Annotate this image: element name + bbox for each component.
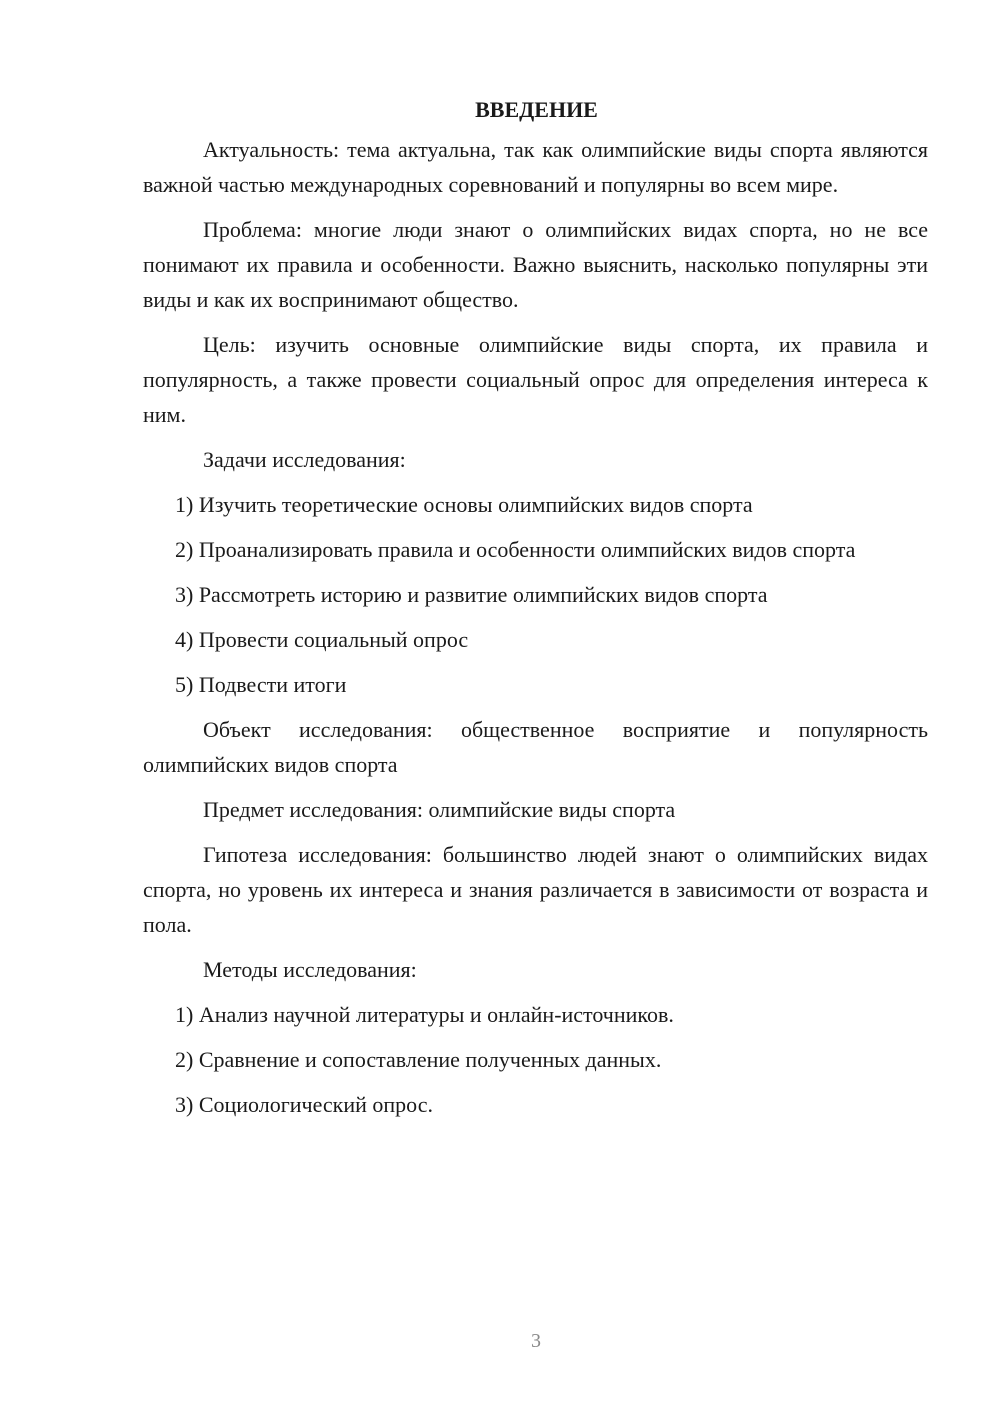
task-item: 2) Проанализировать правила и особенности олимпийских видов спорта xyxy=(175,537,856,562)
task-item: 1) Изучить теоретические основы олимпийских видов спорта xyxy=(175,492,753,517)
section-heading: ВВЕДЕНИЕ xyxy=(475,97,598,122)
methods-title: Методы исследования: xyxy=(203,957,417,982)
problem-paragraph: Проблема: многие люди знают о олимпийских видах спорта, но не все понимают их правила и особенности. Важно выяснить, насколько популярны эти виды и как их воспринимают общество. xyxy=(143,217,928,312)
task-item: 4) Провести социальный опрос xyxy=(175,627,469,652)
document-page xyxy=(143,92,928,1132)
method-item: 1) Анализ научной литературы и онлайн-источников. xyxy=(175,1002,674,1027)
page-number: 3 xyxy=(531,1330,541,1352)
goal-paragraph: Цель: изучить основные олимпийские виды спорта, их правила и популярность, а также провести социальный опрос для определения интереса к ним. xyxy=(143,332,928,427)
relevance-paragraph: Актуальность: тема актуальна, так как олимпийские виды спорта являются важной частью международных соревнований и популярны во всем мире. xyxy=(143,137,928,197)
subject-paragraph: Предмет исследования: олимпийские виды спорта xyxy=(203,797,676,822)
method-item: 2) Сравнение и сопоставление полученных данных. xyxy=(175,1047,662,1072)
object-paragraph: Объект исследования: общественное восприятие и популярность олимпийских видов спорта xyxy=(143,717,928,777)
task-item: 5) Подвести итоги xyxy=(175,672,347,697)
task-item: 3) Рассмотреть историю и развитие олимпийских видов спорта xyxy=(175,582,768,607)
tasks-title: Задачи исследования: xyxy=(203,447,406,472)
method-item: 3) Социологический опрос. xyxy=(175,1092,433,1117)
hypothesis-paragraph: Гипотеза исследования: большинство людей знают о олимпийских видах спорта, но уровень их интереса и знания различается в зависимости от возраста и пола. xyxy=(143,842,928,937)
